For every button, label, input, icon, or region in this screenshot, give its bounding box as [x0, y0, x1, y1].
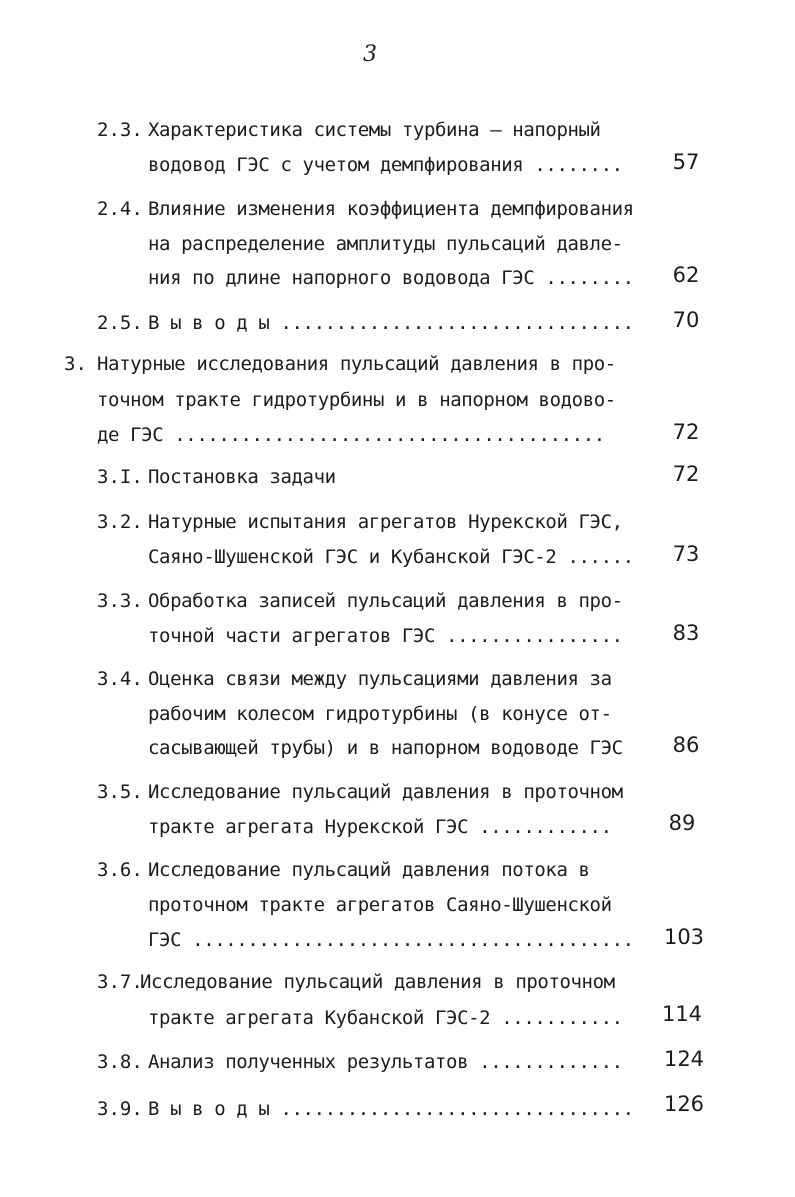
toc-entry-page: 114 [661, 1002, 703, 1026]
toc-entry-title-line: ния по длине напорного водовода ГЭС ........ [148, 267, 634, 289]
toc-entry-page: 73 [672, 542, 700, 566]
toc-entry-title-line: Исследование пульсаций давления в проточном [148, 781, 623, 803]
toc-entry-page: 89 [668, 811, 696, 835]
toc-entry-page: 62 [672, 263, 700, 287]
toc-entry-title-line: Обработка записей пульсаций давления в про- [148, 590, 623, 612]
toc-entry-page: 83 [672, 621, 700, 645]
toc-entry-title-line: В ы в о д ы ................................ [148, 1098, 634, 1120]
toc-entry-title-line: точной части агрегатов ГЭС ................ [148, 625, 623, 647]
toc-entry-number: 3.8. [97, 1051, 143, 1073]
toc-entry-title-line: водовод ГЭС с учетом демпфирования ........ [148, 154, 623, 176]
toc-entry-number: 2.5. [97, 312, 143, 334]
toc-entry-number: 3.5. [97, 781, 143, 803]
toc-entry-number: 3.2. [97, 511, 143, 533]
toc-entry-title-line: Исследование пульсаций давления потока в [148, 859, 590, 881]
toc-entry-title-line: Натурные испытания агрегатов Нурекской ГЭС, [148, 511, 623, 533]
page-number: 3 [363, 42, 377, 67]
toc-entry-title-line: Постановка задачи [148, 466, 336, 488]
toc-entry-title-line: проточном тракте агрегатов Саяно-Шушенской [148, 894, 612, 916]
toc-entry-page: 126 [663, 1092, 705, 1116]
toc-entry-number: 3.9. [97, 1098, 143, 1120]
toc-entry-title-line: точном тракте гидротурбины и в напорном водово- [97, 389, 616, 411]
toc-entry-title-line: Влияние изменения коэффициента демпфирования [148, 198, 634, 220]
toc-entry-title-line: Характеристика системы турбина – напорный [148, 119, 601, 141]
toc-entry-page: 70 [672, 308, 700, 332]
toc-entry-title-line: Натурные исследования пульсаций давления в про- [97, 353, 616, 375]
toc-entry-number: 3.4. [97, 668, 143, 690]
toc-entry-number: 3.I. [97, 466, 143, 488]
toc-entry-number: 2.4. [97, 198, 143, 220]
toc-entry-title-line: сасывающей трубы) и в напорном водоводе ГЭС [148, 737, 623, 759]
toc-entry-title-line: Исследование пульсаций давления в проточном [140, 971, 615, 993]
toc-entry-title-line: Оценка связи между пульсациями давления за [148, 668, 612, 690]
toc-entry-title-line: на распределение амплитуды пульсаций давле- [148, 233, 623, 255]
toc-entry-page: 103 [663, 925, 705, 949]
toc-entry-title-line: де ГЭС ....................................... [97, 424, 605, 446]
toc-entry-title-line: Анализ полученных результатов ............. [148, 1051, 623, 1073]
toc-entry-page: 72 [672, 420, 700, 444]
toc-entry-page: 86 [672, 733, 700, 757]
toc-entry-page: 72 [672, 462, 700, 486]
toc-entry-page: 124 [663, 1047, 705, 1071]
toc-entry-title-line: тракте агрегата Нурекской ГЭС ............ [148, 816, 612, 838]
toc-entry-page: 57 [672, 150, 700, 174]
toc-entry-title-line: рабочим колесом гидротурбины (в конусе от- [148, 703, 612, 725]
toc-entry-number: 2.3. [97, 119, 143, 141]
toc-entry-number: 3.3. [97, 590, 143, 612]
toc-entry-title-line: тракте агрегата Кубанской ГЭС-2 ........... [148, 1007, 623, 1029]
toc-entry-title-line: В ы в о д ы ................................ [148, 312, 634, 334]
toc-entry-title-line: ГЭС ........................................ [148, 929, 634, 951]
toc-entry-number: 3. [64, 353, 87, 375]
toc-entry-number: 3.7. [97, 971, 143, 993]
toc-entry-title-line: Саяно-Шушенской ГЭС и Кубанской ГЭС-2 ...... [148, 546, 634, 568]
toc-entry-number: 3.6. [97, 859, 143, 881]
